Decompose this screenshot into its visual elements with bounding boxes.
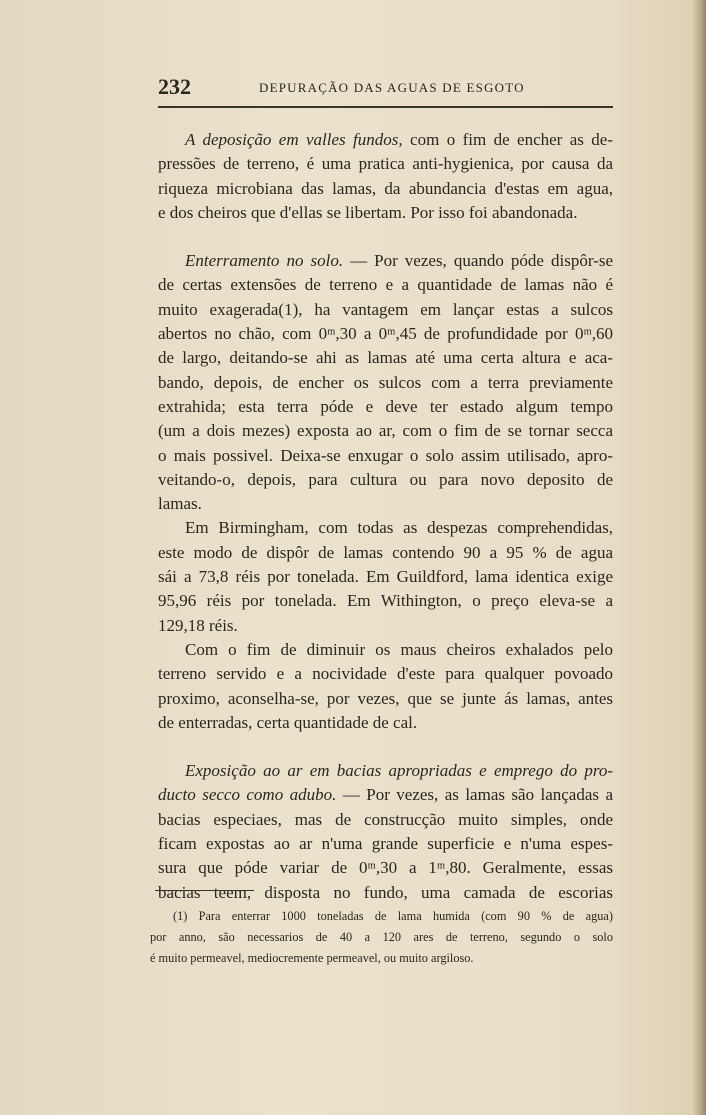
text-line: sái a 73,8 réis por tonelada. Em Guildford, lama identica exige — [158, 567, 613, 587]
text-line — [158, 759, 613, 783]
text-line: sura que póde variar de 0ᵐ,30 a 1ᵐ,80. Geralmente, essas — [158, 858, 613, 878]
text-line: de certas extensões de terreno e a quantidade de lamas não é — [158, 275, 613, 295]
paragraph-deposition — [158, 128, 613, 225]
text-line: A deposição em valles fundos, com o fim de encher as de- — [185, 130, 613, 149]
running-head: DEPURAÇÃO DAS AGUAS DE ESGOTO — [259, 80, 525, 95]
paragraph-burial — [158, 249, 613, 516]
section-title: Enterramento no solo. — [185, 251, 344, 271]
text-line: pressões de terreno, é uma pratica anti-hygienica, por causa da — [158, 154, 613, 174]
footnote — [150, 906, 613, 969]
text-line: de enterradas, certa quantidade de cal. — [158, 712, 418, 732]
paragraph-gap — [158, 735, 613, 759]
footnote-line: por anno, são necessarios de 40 a 120 ares de terreno, segundo o solo — [150, 930, 613, 944]
text-line: bacias especiaes, mas de construcção muito simples, onde — [158, 809, 613, 829]
page-header — [158, 74, 613, 104]
text-line: este modo de dispôr de lamas contendo 90 a 95 % de agua — [158, 542, 613, 562]
text-line: riqueza microbiana das lamas, da abundancia d'estas em agua, — [158, 178, 613, 198]
body-text — [158, 128, 613, 905]
paragraph-gap — [158, 225, 613, 249]
text-line: Em Birmingham, com todas as despezas comprehendidas, — [185, 518, 613, 538]
text-line: de largo, deitando-se ahi as lamas até uma certa altura e aca- — [158, 348, 613, 368]
text-line: bacias teem, disposta no fundo, uma camada de escorias — [158, 882, 613, 902]
page-number: 232 — [158, 74, 191, 99]
text-line: 129,18 réis. — [158, 615, 238, 635]
text-line: veitando-o, depois, para cultura ou para novo deposito de — [158, 469, 613, 489]
text-line: lamas. — [158, 494, 202, 514]
text-line: 95,96 réis por tonelada. Em Withington, o preço eleva-se a — [158, 591, 613, 611]
footnote-line: (1) Para enterrar 1000 toneladas de lama humida (com 90 % de agua) — [173, 909, 613, 923]
footnote-rule — [155, 890, 254, 891]
paragraph-odours — [158, 638, 613, 735]
text-line: ducto secco como adubo. — Por vezes, as lamas são lançadas a — [158, 785, 613, 805]
text-line: abertos no chão, com 0ᵐ,30 a 0ᵐ,45 de profundidade por 0ᵐ,60 — [158, 324, 613, 344]
section-title: ducto secco como adubo. — [158, 785, 337, 805]
footnote-line: é muito permeavel, mediocremente permeavel, ou muito argiloso. — [150, 951, 474, 965]
text-line: (um a dois mezes) exposta ao ar, com o fim de se tornar secca — [158, 421, 613, 441]
text-line: muito exagerada(1), ha vantagem em lançar estas a sulcos — [158, 299, 613, 319]
text-line: o mais possivel. Deixa-se enxugar o solo assim utilisado, apro- — [158, 445, 613, 465]
text-line: proximo, aconselha-se, por vezes, que se junte ás lamas, antes — [158, 688, 613, 708]
section-title: A deposição em valles fundos, — [185, 130, 403, 149]
paragraph-costs — [158, 516, 613, 637]
paragraph-exposure — [158, 759, 613, 905]
section-title: Exposição ao ar em bacias apropriadas e emprego do pro- — [185, 761, 613, 781]
text-line: ficam expostas ao ar n'uma grande superficie e n'uma espes- — [158, 834, 613, 854]
text-line: Com o fim de diminuir os maus cheiros exhalados pelo — [185, 639, 613, 659]
text-line: e dos cheiros que d'ellas se libertam. Por isso foi abandonada. — [158, 202, 578, 222]
text-line: Enterramento no solo. — Por vezes, quando póde dispôr-se — [185, 251, 613, 271]
text-line: terreno servido e a nocividade d'este para qualquer povoado — [158, 664, 613, 684]
header-rule — [158, 106, 613, 108]
text-line: bando, depois, de encher os sulcos com a terra previamente — [158, 372, 613, 392]
text-line: extrahida; esta terra póde e deve ter estado algum tempo — [158, 396, 613, 416]
